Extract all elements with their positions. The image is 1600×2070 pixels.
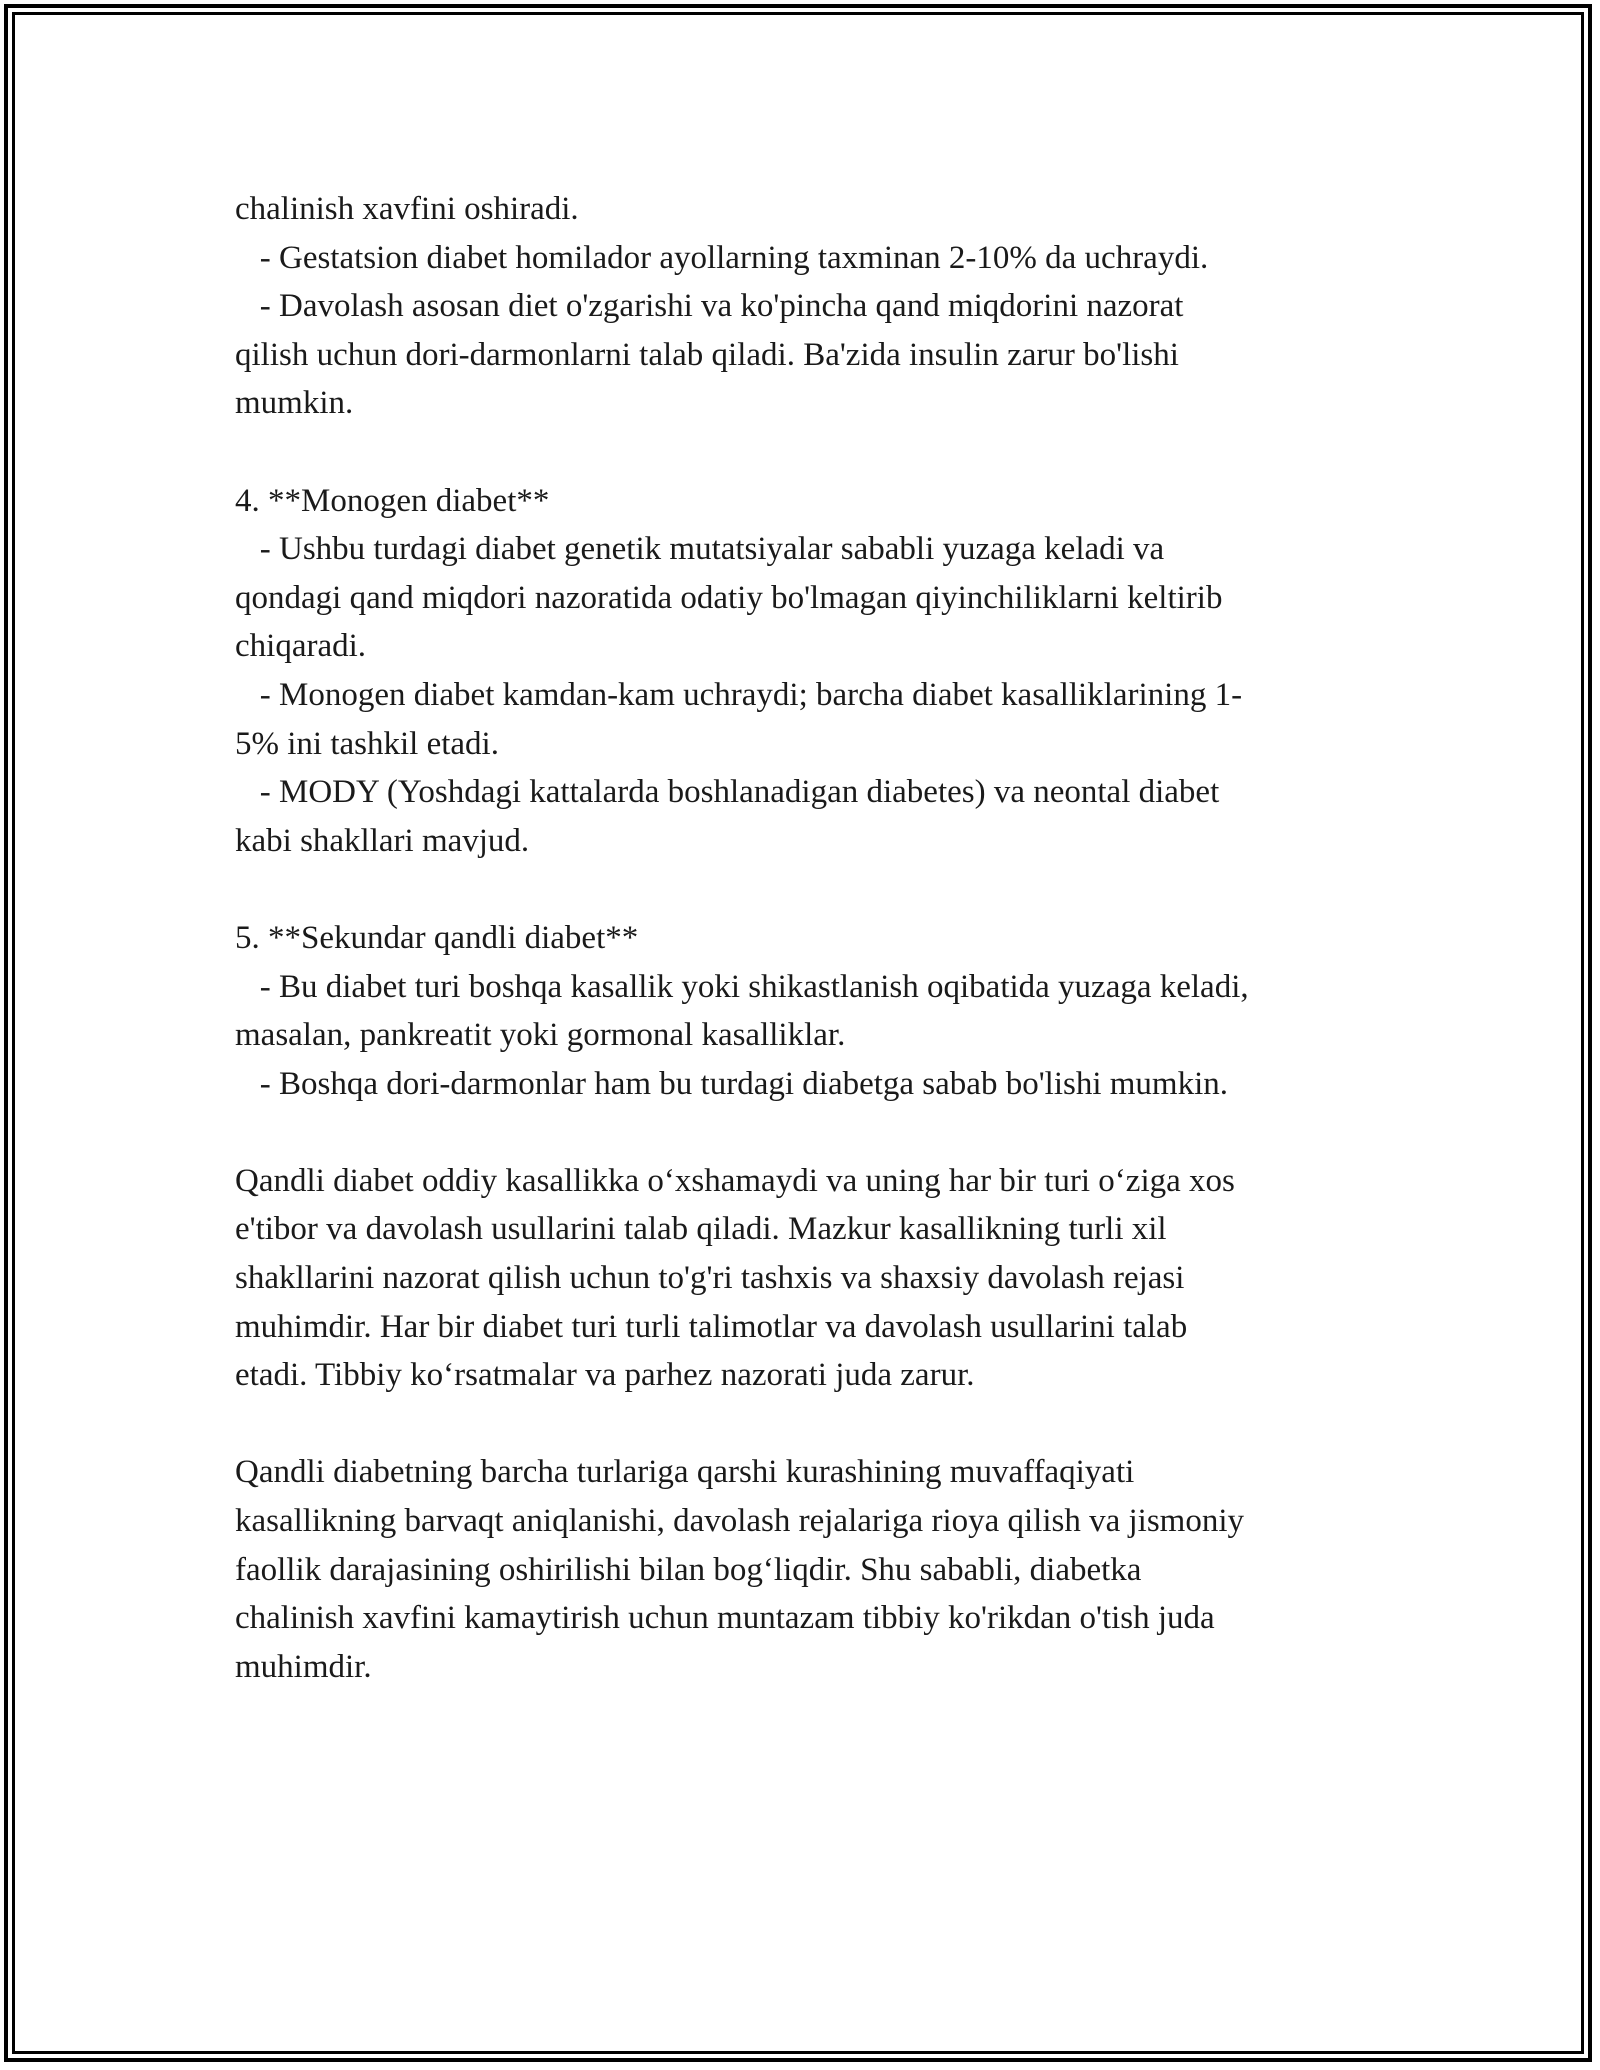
text-line: 5% ini tashkil etadi. — [235, 725, 499, 762]
text-line: chiqaradi. — [235, 628, 367, 665]
text-line: chalinish xavfini kamaytirish uchun muntazam tibbiy ko'rikdan o'tish juda — [235, 1600, 1215, 1637]
text-line: muhimdir. Har bir diabet turi turli talimotlar va davolash usullarini talab — [235, 1308, 1188, 1345]
text-line: qilish uchun dori-darmonlarni talab qiladi. Ba'zida insulin zarur bo'lishi — [235, 336, 1179, 373]
text-line: masalan, pankreatit yoki gormonal kasalliklar. — [235, 1017, 846, 1054]
paragraph-gap — [235, 1400, 1365, 1449]
text-line: faollik darajasining oshirilishi bilan bog‘liqdir. Shu sababli, diabetka — [235, 1551, 1142, 1588]
section-heading: 4. **Monogen diabet** — [235, 482, 550, 519]
text-line: kabi shakllari mavjud. — [235, 822, 530, 859]
text-line: mumkin. — [235, 385, 354, 422]
text-line: shakllarini nazorat qilish uchun to'g'ri tashxis va shaxsiy davolash rejasi — [235, 1260, 1185, 1297]
text-line: muhimdir. — [235, 1648, 372, 1685]
document-body — [235, 185, 1365, 1691]
text-line: etadi. Tibbiy ko‘rsatmalar va parhez nazorati juda zarur. — [235, 1357, 975, 1394]
text-line: Qandli diabet oddiy kasallikka o‘xshamaydi va uning har bir turi o‘ziga xos — [235, 1162, 1235, 1199]
section-heading: 5. **Sekundar qandli diabet** — [235, 919, 639, 956]
text-line: qondagi qand miqdori nazoratida odatiy bo'lmagan qiyinchiliklarni keltirib — [235, 579, 1223, 616]
text-line: - Davolash asosan diet o'zgarishi va ko'pincha qand miqdorini nazorat — [235, 288, 1184, 325]
text-line: kasallikning barvaqt aniqlanishi, davolash rejalariga rioya qilish va jismoniy — [235, 1503, 1245, 1540]
text-line: - Boshqa dori-darmonlar ham bu turdagi diabetga sabab bo'lishi mumkin. — [235, 1065, 1228, 1102]
text-line: - Gestatsion diabet homilador ayollarning taxminan 2-10% da uchraydi. — [235, 239, 1209, 276]
text-line: e'tibor va davolash usullarini talab qiladi. Mazkur kasallikning turli xil — [235, 1211, 1167, 1248]
text-line: Qandli diabetning barcha turlariga qarshi kurashining muvaffaqiyati — [235, 1454, 1135, 1491]
text-line: - Bu diabet turi boshqa kasallik yoki shikastlanish oqibatida yuzaga keladi, — [235, 968, 1249, 1005]
paragraph-gap — [235, 865, 1365, 914]
text-line: - Ushbu turdagi diabet genetik mutatsiyalar sababli yuzaga keladi va — [235, 531, 1165, 568]
text-line: - Monogen diabet kamdan-kam uchraydi; barcha diabet kasalliklarining 1- — [235, 676, 1243, 713]
text-line: - MODY (Yoshdagi kattalarda boshlanadigan diabetes) va neontal diabet — [235, 774, 1220, 811]
paragraph-gap — [235, 1108, 1365, 1157]
text-line: chalinish xavfini oshiradi. — [235, 191, 579, 227]
paragraph-gap — [235, 428, 1365, 477]
